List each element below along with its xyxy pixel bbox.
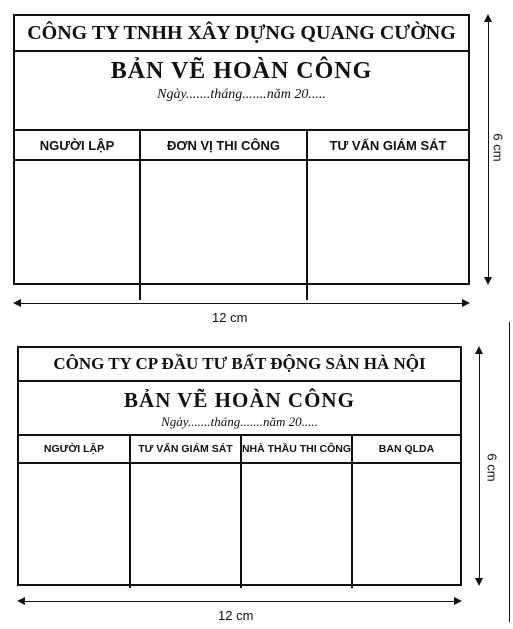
edge-line [509, 322, 510, 622]
column-header: ĐƠN VỊ THI CÔNG [139, 131, 306, 161]
signature-cell [139, 161, 306, 300]
width-dimension-arrow [17, 597, 462, 606]
column-header: TƯ VẤN GIÁM SÁT [306, 131, 468, 161]
width-dimension-arrow [13, 299, 470, 308]
signature-cell [129, 464, 240, 588]
column-header: TƯ VẤN GIÁM SÁT [129, 436, 240, 464]
column-header: NGƯỜI LẬP [15, 131, 139, 161]
width-dimension-label: 12 cm [218, 608, 254, 623]
stamp-title: BẢN VẼ HOÀN CÔNG [110, 58, 373, 84]
company-name: CÔNG TY CP ĐẦU TƯ BẤT ĐỘNG SẢN HÀ NỘI [19, 348, 460, 382]
company-name: CÔNG TY TNHH XÂY DỰNG QUANG CƯỜNG [15, 16, 468, 52]
signature-cell [351, 464, 460, 588]
signature-cell [15, 161, 139, 300]
signature-columns [15, 129, 468, 283]
signature-columns [19, 434, 460, 584]
height-dimension-label: 6 cm [490, 133, 506, 162]
column-header: BAN QLDA [351, 436, 460, 464]
date-line: Ngày.......tháng.......năm 20..... [157, 87, 326, 102]
width-dimension-label: 12 cm [212, 310, 248, 325]
signature-cell [306, 161, 468, 300]
column-header: NHÀ THẦU THI CÔNG [240, 436, 351, 464]
height-dimension-arrow [475, 346, 484, 586]
column-header: NGƯỜI LẬP [19, 436, 129, 464]
date-line: Ngày.......tháng.......năm 20..... [161, 414, 318, 429]
stamp-ha-noi [17, 346, 462, 586]
height-dimension-label: 6 cm [484, 453, 500, 482]
stamp-quang-cuong [13, 14, 470, 285]
signature-cell [19, 464, 129, 588]
stamp-title: BẢN VẼ HOÀN CÔNG [124, 388, 355, 412]
signature-cell [240, 464, 351, 588]
